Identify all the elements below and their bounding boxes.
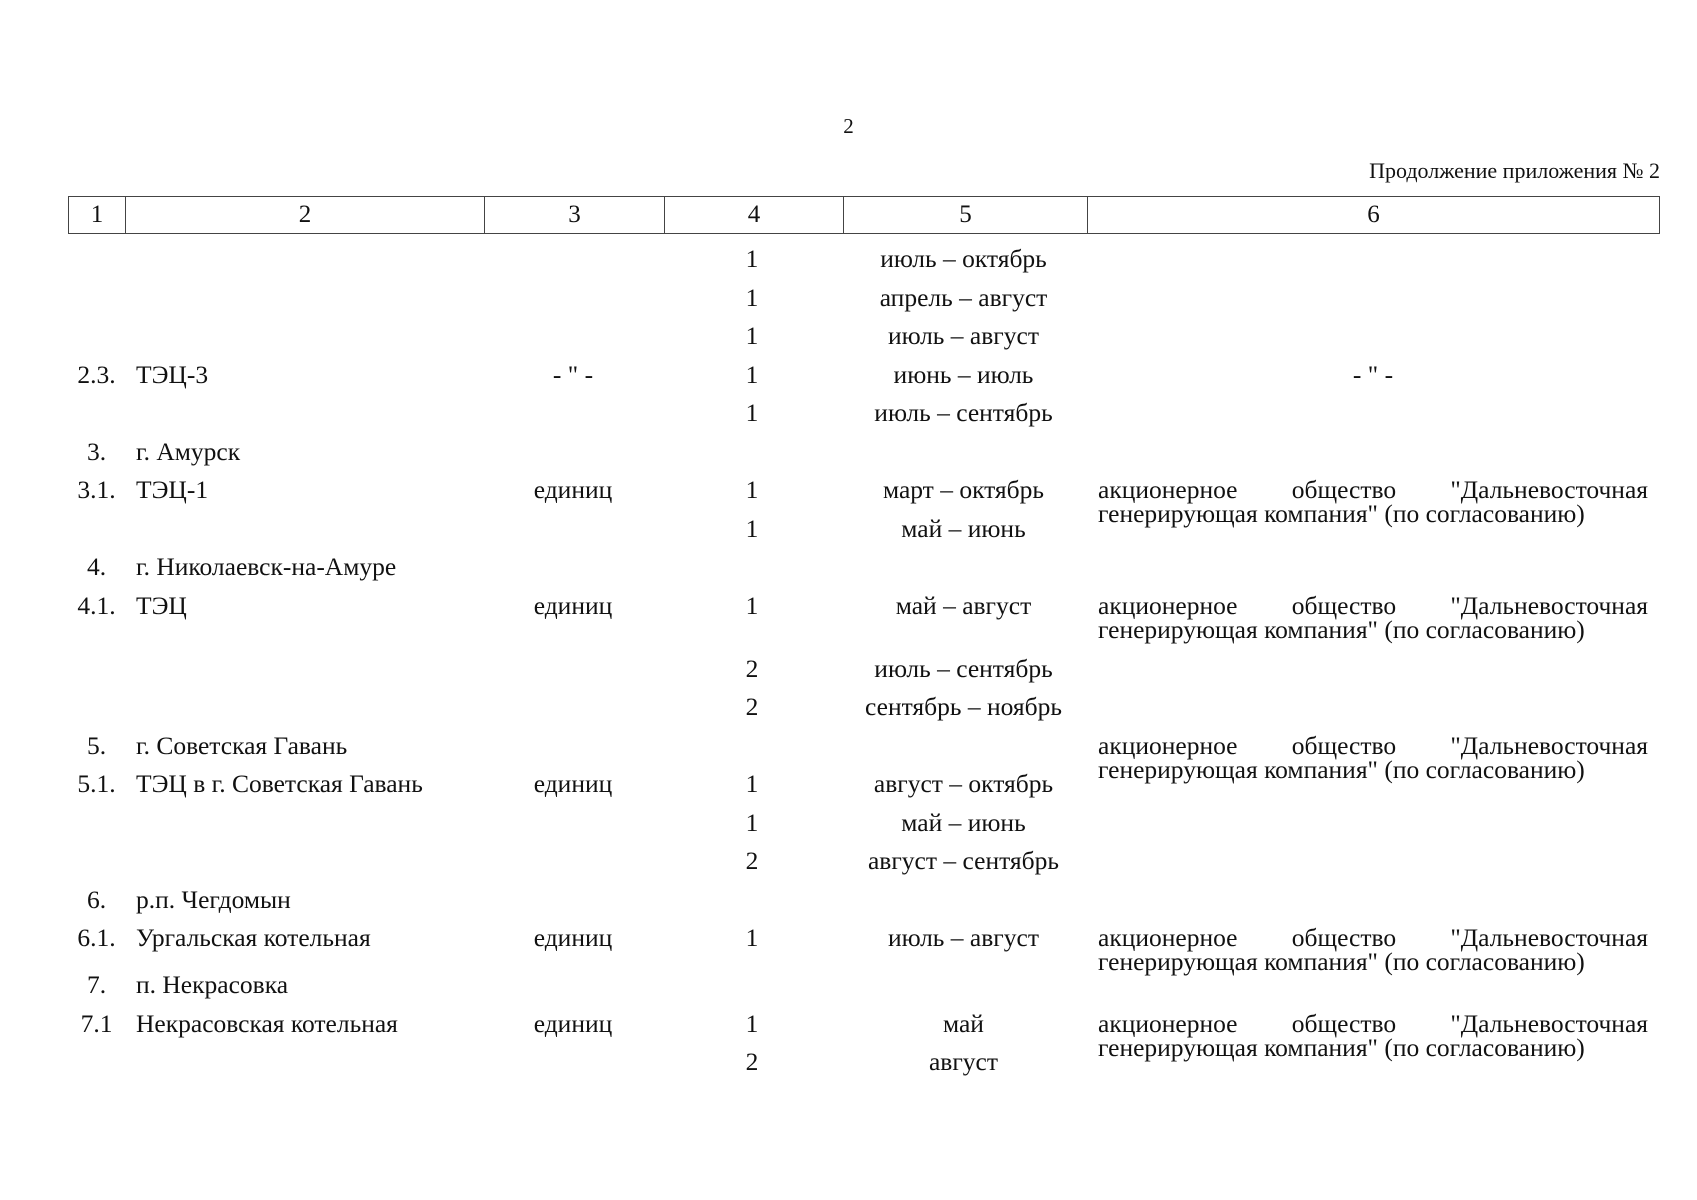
table-body	[68, 240, 1659, 1082]
section-number-cell: 7.	[86, 970, 107, 999]
unit-cell: единиц	[533, 923, 613, 952]
item-number-cell: 2.3.	[77, 359, 116, 389]
unit-cell: единиц	[533, 590, 613, 620]
quantity-cell: 1	[745, 282, 759, 312]
period-cell: апрель – август	[879, 282, 1048, 312]
table-row	[68, 688, 1659, 727]
section-title-cell: г. Николаевск-на-Амуре	[136, 552, 397, 581]
table-row	[68, 394, 1659, 433]
section-number-cell: 4.	[86, 552, 107, 581]
section-title-cell: п. Некрасовка	[136, 970, 289, 999]
table-row	[68, 765, 1659, 804]
column-header-5: 5	[844, 197, 1088, 234]
executor-line-1: акционерное общество "Дальневосточная	[1098, 475, 1648, 504]
table-row	[68, 650, 1659, 689]
table-row	[68, 240, 1659, 279]
item-name-cell: ТЭЦ-1	[136, 475, 209, 504]
executor-line-2: генерирующая компания" (по согласованию)	[1098, 754, 1585, 784]
quantity-cell: 1	[745, 590, 759, 620]
table-row	[68, 279, 1659, 318]
table-row	[68, 356, 1659, 395]
item-name-cell: Ургальская котельная	[136, 923, 371, 952]
executor-line-2: генерирующая компания" (по согласованию)	[1098, 1032, 1585, 1062]
quantity-cell: 1	[745, 923, 759, 952]
quantity-cell: 1	[745, 359, 759, 389]
item-number-cell: 7.1	[80, 1008, 113, 1038]
executor-line-2: генерирующая компания" (по согласованию)	[1098, 947, 1585, 976]
section-number-cell: 5.	[86, 730, 107, 760]
table-row	[68, 842, 1659, 881]
column-header-row	[69, 197, 1660, 234]
quantity-cell: 2	[745, 1047, 759, 1076]
page-number: 2	[843, 114, 854, 138]
period-cell: май – август	[895, 590, 1032, 620]
period-cell: июль – октябрь	[880, 244, 1047, 273]
period-cell: август	[928, 1047, 999, 1076]
quantity-cell: 1	[745, 807, 759, 837]
column-header-4: 4	[665, 197, 844, 234]
table-row	[68, 919, 1659, 976]
executor-cell	[1098, 587, 1648, 642]
section-heading-row	[68, 548, 1659, 587]
quantity-cell: 1	[745, 321, 759, 350]
section-heading-row	[68, 966, 1659, 1005]
quantity-cell: 2	[745, 692, 759, 721]
item-number-cell: 6.1.	[77, 923, 116, 952]
column-header-2: 2	[126, 197, 485, 234]
item-name-cell: ТЭЦ в г. Советская Гавань	[136, 769, 423, 798]
section-heading-row	[68, 433, 1659, 472]
period-cell: сентябрь – ноябрь	[865, 692, 1062, 721]
item-name-cell: ТЭЦ	[136, 590, 187, 620]
column-header-1: 1	[69, 197, 126, 234]
column-header-3: 3	[485, 197, 665, 234]
section-number-cell: 6.	[86, 884, 107, 914]
section-title-cell: р.п. Чегдомын	[136, 884, 291, 914]
period-cell: май – июнь	[901, 513, 1026, 543]
period-cell: май	[943, 1008, 984, 1038]
table-row	[68, 317, 1659, 356]
unit-cell: единиц	[533, 769, 613, 798]
period-cell: июль – сентябрь	[874, 653, 1053, 683]
period-cell: июнь – июль	[893, 359, 1034, 389]
table-row	[68, 1043, 1659, 1082]
period-cell: июль – август	[888, 321, 1039, 350]
unit-cell: - " -	[552, 359, 594, 389]
executor-line-1: акционерное общество "Дальневосточная	[1098, 730, 1648, 760]
quantity-cell: 1	[745, 1008, 759, 1038]
executor-line-2: генерирующая компания" (по согласованию)	[1098, 614, 1585, 644]
period-cell: март – октябрь	[882, 475, 1045, 504]
table-row	[68, 587, 1659, 650]
quantity-cell: 2	[745, 653, 759, 683]
quantity-cell: 1	[745, 513, 759, 543]
period-cell: август – сентябрь	[867, 846, 1059, 875]
section-title-cell: г. Амурск	[136, 436, 241, 466]
column-header-6: 6	[1088, 197, 1660, 234]
period-cell: май – июнь	[901, 807, 1026, 837]
table-row	[68, 510, 1659, 549]
section-title-cell: г. Советская Гавань	[136, 730, 348, 760]
item-number-cell: 5.1.	[77, 769, 116, 798]
period-cell: август – октябрь	[873, 769, 1054, 798]
executor-line-1: акционерное общество "Дальневосточная	[1098, 590, 1648, 620]
item-number-cell: 3.1.	[77, 475, 116, 504]
item-name-cell: Некрасовская котельная	[136, 1008, 398, 1038]
executor-cell: - " -	[1352, 359, 1394, 389]
item-number-cell: 4.1.	[77, 590, 116, 620]
table-row	[68, 804, 1659, 843]
period-cell: июль – август	[888, 923, 1039, 952]
unit-cell: единиц	[533, 475, 613, 504]
period-cell: июль – сентябрь	[874, 398, 1053, 427]
executor-line-2: генерирующая компания" (по согласованию)	[1098, 499, 1585, 528]
quantity-cell: 1	[745, 769, 759, 798]
quantity-cell: 1	[745, 398, 759, 427]
section-number-cell: 3.	[86, 436, 107, 466]
executor-line-1: акционерное общество "Дальневосточная	[1098, 923, 1648, 952]
appendix-continuation-label: Продолжение приложения № 2	[1369, 158, 1660, 183]
executor-line-1: акционерное общество "Дальневосточная	[1098, 1008, 1648, 1038]
quantity-cell: 2	[745, 846, 759, 875]
quantity-cell: 1	[745, 244, 759, 273]
section-heading-row	[68, 881, 1659, 920]
unit-cell: единиц	[533, 1008, 613, 1038]
column-header-table	[68, 196, 1660, 234]
item-name-cell: ТЭЦ-3	[136, 359, 209, 389]
quantity-cell: 1	[745, 475, 759, 504]
